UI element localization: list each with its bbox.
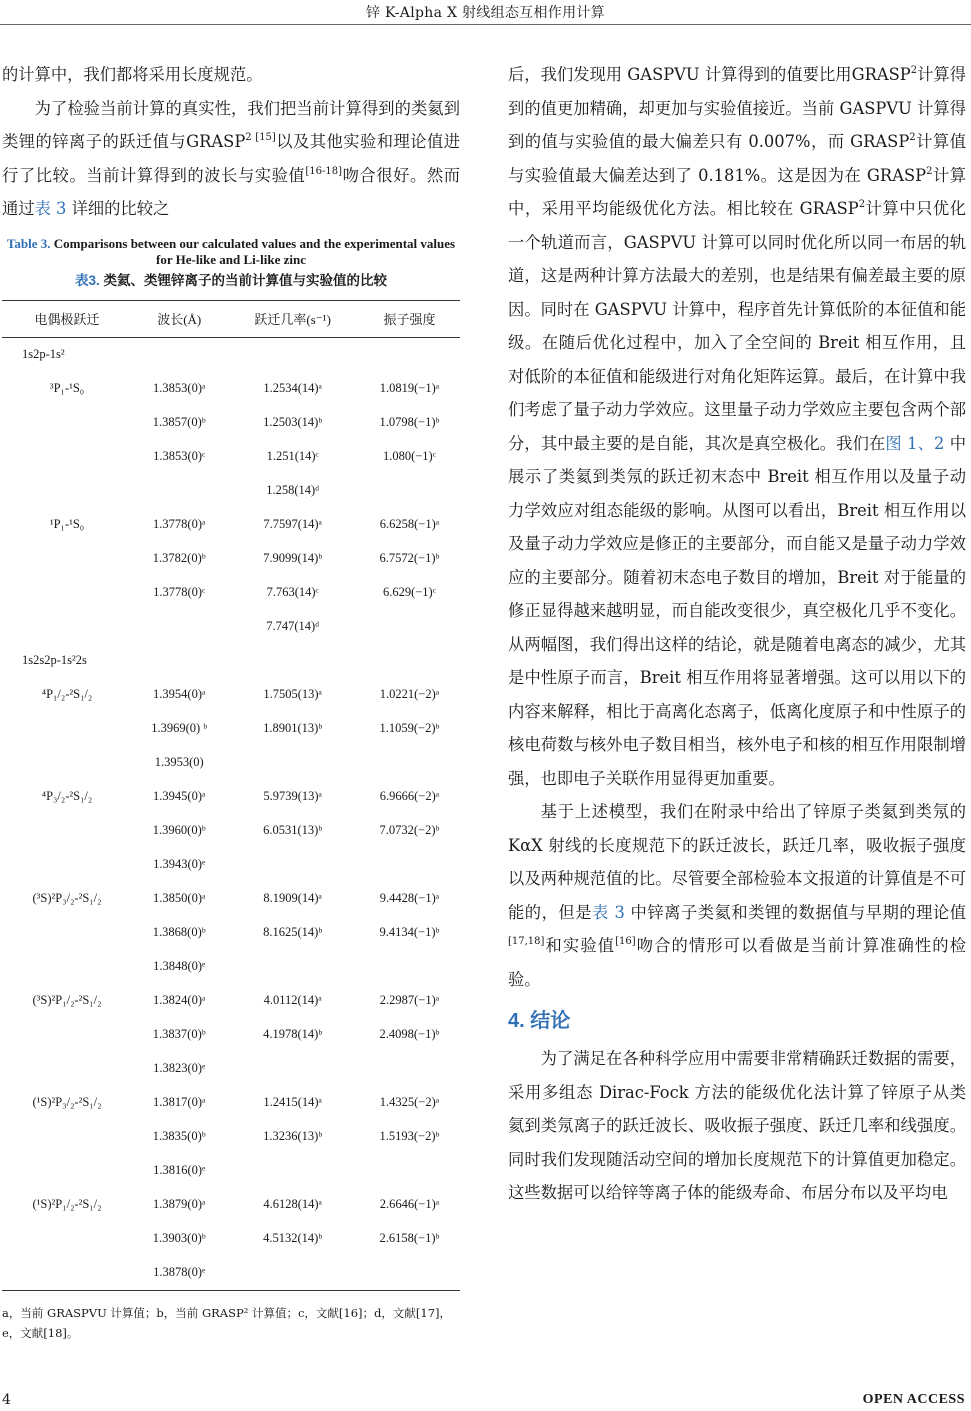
rate-cell: 7.9099(14)ᵇ [263,551,323,565]
text: 计算得到的值更加精确，却更加与实验值接近。当前 GASPVU 计算得到的值与实验值的最大偏差只有 0.007%，而 GRASP [508,65,966,151]
rate-cell [226,1154,358,1188]
superscript: 2 [909,132,916,143]
rate-cell: 7.763(14)ᶜ [266,585,319,599]
text: 为了检验当前计算的真实性，我们把当前计算得到的类氦到类锂的锌离子的跃迁值与GRASP [2,98,460,151]
wavelength-cell: 1.3824(0)ᵃ [153,993,206,1007]
table-row [2,576,460,610]
rate-cell: 4.1978(14)ᵇ [263,1027,323,1041]
table-row [2,746,460,780]
wavelength-cell: 1.3857(0)ᵇ [152,415,206,429]
table-row [2,1154,460,1188]
table-row [2,406,460,440]
wavelength-cell: 1.3848(0)ᵉ [153,959,206,973]
wavelength-cell: 1.3868(0)ᵇ [152,925,206,939]
text: 中锌离子类氦和类锂的数据值与早期的理论值 [624,902,966,922]
table-row [2,1120,460,1154]
section-heading: 4. 结论 [508,1010,571,1032]
oscillator-cell [359,1256,460,1291]
rate-cell: 1.2415(14)ᵃ [263,1095,322,1109]
rate-cell: 1.7505(13)ᵃ [263,687,322,701]
oscillator-cell: 1.0221(−2)ᵃ [379,687,440,701]
transition-cell: ¹P₁-¹S₀ [49,517,85,531]
table-row [2,882,460,916]
transition-cell: (¹S)²P₃/₂-²S₁/₂ [32,1095,102,1109]
paragraph: 的计算中，我们都将采用长度规范。 [2,65,263,84]
comparison-table [2,300,460,1291]
column-header: 波长(Å) [132,300,226,337]
oscillator-cell: 6.6258(−1)ᵃ [379,517,440,531]
open-access-label: OPEN ACCESS [862,1392,965,1407]
table-body [2,337,460,1290]
table-row [2,542,460,576]
text: 以及其他实验和理论值进行了比较。当前计算得到的波长与实验值 [2,132,460,185]
table-caption-en [2,236,460,268]
wavelength-cell: 1.3945(0)ᵃ [153,789,206,803]
table-row [2,814,460,848]
header-rule [0,24,971,25]
text: 计算值与实验值最大偏差达到了 0.181%。这是因为在 GRASP [508,132,966,185]
rate-cell: 4.6128(14)ᵃ [263,1197,322,1211]
wavelength-cell: 1.3816(0)ᵉ [153,1163,206,1177]
wavelength-cell: 1.3953(0) [154,755,204,769]
wavelength-cell: 1.3969(0) ᵇ [151,721,208,735]
transition-cell: (¹S)²P₁/₂-²S₁/₂ [32,1197,102,1211]
rate-cell: 8.1625(14)ᵇ [263,925,323,939]
rate-cell: 4.5132(14)ᵇ [263,1231,323,1245]
table-row [2,984,460,1018]
oscillator-cell [359,848,460,882]
rate-cell: 6.0531(13)ᵇ [263,823,323,837]
wavelength-cell: 1.3835(0)ᵇ [152,1129,206,1143]
superscript: 2 [926,165,933,177]
oscillator-cell [359,950,460,984]
rate-cell: 1.3236(13)ᵇ [263,1129,323,1143]
table-label: 表3. [74,272,100,288]
transition-cell [2,950,132,984]
group-label: 1s2s2p-1s²2s [22,653,87,667]
transition-cell [2,440,132,474]
oscillator-cell: 6.9666(−2)ᵃ [379,789,440,803]
table-row [2,678,460,712]
oscillator-cell: 6.629(−1)ᶜ [382,585,436,599]
oscillator-cell: 1.080(−1)ᶜ [382,449,436,463]
wavelength-cell: 1.3853(0)ᶜ [153,449,206,463]
wavelength-cell [132,610,226,644]
transition-cell: ⁴P₃/₂-²S₁/₂ [41,789,93,803]
wavelength-cell: 1.3853(0)ᵃ [153,381,206,395]
transition-cell [2,610,132,644]
column-header: 电偶极跃迁 [2,300,132,337]
table-row [2,1018,460,1052]
oscillator-cell: 1.0819(−1)ᵃ [379,381,440,395]
oscillator-cell: 9.4428(−1)ᵃ [379,891,440,905]
rate-cell [226,1052,358,1086]
rate-cell: 8.1909(14)ᵃ [263,891,322,905]
wavelength-cell: 1.3817(0)ᵃ [153,1095,206,1109]
wavelength-cell: 1.3954(0)ᵃ [153,687,206,701]
running-head: 锌 K-Alpha X 射线组态互相作用计算 [365,5,605,21]
wavelength-cell: 1.3850(0)ᵃ [153,891,206,905]
paragraph [508,795,966,996]
rate-cell [226,746,358,780]
transition-cell: ³P₁-¹S₀ [49,381,85,395]
rate-cell: 7.7597(14)ᵃ [263,517,322,531]
transition-cell [2,712,132,746]
text: 基于上述模型，我们在附录中给出了锌原子类氦到类氖的 KαX 射线的长度规范下的跃迁波长，跃迁几率，吸收振子强度以及两种规范值的比。尽管要全部检验本文报道的计算值是不可能的，但是 [508,802,966,922]
transition-cell [2,1154,132,1188]
right-column [508,58,966,1210]
text: 后，我们发现用 GASPVU 计算得到的值要比用GRASP [508,65,911,84]
transition-cell [2,1052,132,1086]
wavelength-cell: 1.3903(0)ᵇ [152,1231,206,1245]
transition-cell: (³S)²P₁/₂-²S₁/₂ [32,993,102,1007]
transition-cell [2,814,132,848]
transition-cell [2,1120,132,1154]
table-header-row [2,300,460,337]
superscript: 2 [910,65,918,76]
transition-cell [2,542,132,576]
text: 计算中只优化一个轨道而言，GASPVU 计算可以同时优化所以同一布居的轨道，这是两种计算方法最大的差别，也是结果有偏差最主要的原因。同时在 GASPVU 计算中，程序首先计算低阶的本征值和能级。在随后优化过程中，加入了全空间的 Breit 相互作用，且对低阶的本征值和能级进行对角化矩阵运算。最后，在计算中我们考虑了量子动力学效应。这里量子动力学效应主要包含两个部分，其中最主要的是自能，其次是真空极化。我们在 [508,199,966,453]
rate-cell: 5.9739(13)ᵃ [263,789,322,803]
rate-cell [226,1256,358,1291]
oscillator-cell: 1.5193(−2)ᵇ [379,1129,440,1143]
wavelength-cell [132,474,226,508]
oscillator-cell [359,1154,460,1188]
oscillator-cell: 2.2987(−1)ᵃ [379,993,440,1007]
oscillator-cell: 1.1059(−2)ᵇ [379,721,440,735]
table-row [2,610,460,644]
wavelength-cell: 1.3878(0)ᵉ [132,1256,226,1291]
oscillator-cell: 6.7572(−1)ᵇ [379,551,440,565]
figure-link[interactable]: 图 1、2 [885,433,945,453]
text: 吻合的情形可以看做是当前计算准确性的检验。 [508,936,966,989]
rate-cell [226,848,358,882]
transition-cell [2,746,132,780]
table-row [2,337,460,372]
wavelength-cell: 1.3823(0)ᵉ [153,1061,206,1075]
oscillator-cell [359,1052,460,1086]
wavelength-cell: 1.3879(0)ᵃ [153,1197,206,1211]
table-row [2,1256,460,1291]
paragraph [508,58,966,795]
rate-cell: 1.2503(14)ᵇ [263,415,323,429]
table-row [2,440,460,474]
table-row [2,1052,460,1086]
left-column [2,58,460,1343]
rate-cell: 1.251(14)ᶜ [266,449,319,463]
table-row [2,644,460,678]
rate-cell: 1.2534(14)ᵃ [263,381,322,395]
citation: 2 [15] [245,132,276,143]
rate-cell: 1.258(14)ᵈ [266,483,320,497]
wavelength-cell: 1.3960(0)ᵇ [152,823,206,837]
table-row [2,712,460,746]
oscillator-cell [359,746,460,780]
oscillator-cell: 1.0798(−1)ᵇ [379,415,440,429]
table-row [2,780,460,814]
transition-cell [2,474,132,508]
wavelength-cell: 1.3778(0)ᵃ [153,517,206,531]
citation: [17,18] [508,936,545,947]
table-row [2,916,460,950]
table-row [2,1222,460,1256]
wavelength-cell: 1.3782(0)ᵇ [152,551,206,565]
oscillator-cell: 1.4325(−2)ᵃ [379,1095,440,1109]
oscillator-cell: 2.4098(−1)ᵇ [379,1027,440,1041]
text: 和实验值 [544,936,616,955]
transition-cell [2,406,132,440]
text: 吻合很好。然而通过 [2,165,460,218]
table-link[interactable]: 表 3 [34,199,67,218]
wavelength-cell: 1.3778(0)ᶜ [153,585,206,599]
citation: [16] [615,936,636,947]
table-row [2,508,460,542]
oscillator-cell [359,610,460,644]
transition-cell [2,576,132,610]
group-label: 1s2p-1s² [22,347,65,361]
column-header: 振子强度 [359,300,460,337]
superscript: 2 [858,199,866,210]
caption-text: 类氦、类锂锌离子的当前计算值与实验值的比较 [103,272,388,288]
oscillator-cell: 7.0732(−2)ᵇ [379,823,440,837]
text: 计算中，采用平均能级优化方法。相比较在 GRASP [508,165,966,218]
column-header: 跃迁几率(s⁻¹) [226,300,358,337]
table-label: Table 3. [6,235,51,251]
oscillator-cell: 2.6646(−1)ᵃ [379,1197,440,1211]
transition-cell [2,1256,132,1291]
table-row [2,1086,460,1120]
rate-cell: 1.8901(13)ᵇ [263,721,323,735]
transition-cell [2,1222,132,1256]
table-link[interactable]: 表 3 [592,902,625,922]
table-footnote: a，当前 GRASPVU 计算值；b，当前 GRASP² 计算值；c，文献[16]；d，文献[17]，e，文献[18]。 [2,1305,451,1340]
transition-cell [2,848,132,882]
table-row [2,848,460,882]
caption-text: Comparisons between our calculated values and the experimental values for He-like and Li-like zinc [53,235,456,267]
wavelength-cell: 1.3837(0)ᵇ [152,1027,206,1041]
rate-cell: 7.747(14)ᵈ [266,619,320,633]
transition-cell [2,916,132,950]
oscillator-cell: 2.6158(−1)ᵇ [379,1231,440,1245]
citation: [16-18] [305,165,342,177]
transition-cell: (³S)²P₃/₂-²S₁/₂ [32,891,102,905]
oscillator-cell: 9.4134(−1)ᵇ [379,925,440,939]
table-row [2,1188,460,1222]
rate-cell: 4.0112(14)ᵃ [263,993,322,1007]
text: 详细的比较之 [66,199,170,218]
rate-cell [226,950,358,984]
table-row [2,372,460,406]
paragraph: 为了满足在各种科学应用中需要非常精确跃迁数据的需要，采用多组态 Dirac-Fock 方法的能级优化法计算了锌原子从类氦到类氖离子的跃迁波长、吸收振子强度、跃迁几率和线强度。同时我们发现随活动空间的增加长度规范下的计算值更加稳定。这些数据可以给锌等离子体的能级寿命、布居分布以及平均电 [508,1049,966,1202]
paragraph [2,92,460,226]
table-caption-zh [2,270,460,292]
table-row [2,950,460,984]
transition-cell: ⁴P₁/₂-²S₁/₂ [41,687,93,701]
text: 中展示了类氦到类氖的跃迁初末态中 Breit 相互作用以及量子动力学效应对组态能级的影响。从图可以看出，Breit 相互作用以及量子动力学效应是修正的主要部分，而自能又是量子动力学效应的主要部分。随着初末态电子数目的增加，Breit 对于能量的修正显得越来越明显，而自能改变很少，真空极化几乎不变化。从两幅图，我们得出这样的结论，就是随着电离态的减少，尤其是中性原子而言，Breit 相互作用将显著增强。这可以用以下的内容来解释，相比于高离化态离子，低离化度原子和中性原子的核电荷数与核外电子数目相当，核外电子和核的相互作用限制增强，也即电子关联作用显得更加重要。 [508,433,966,788]
oscillator-cell [359,474,460,508]
wavelength-cell: 1.3943(0)ᵉ [153,857,206,871]
page-number: 4 [2,1392,11,1408]
transition-cell [2,1018,132,1052]
table-row [2,474,460,508]
